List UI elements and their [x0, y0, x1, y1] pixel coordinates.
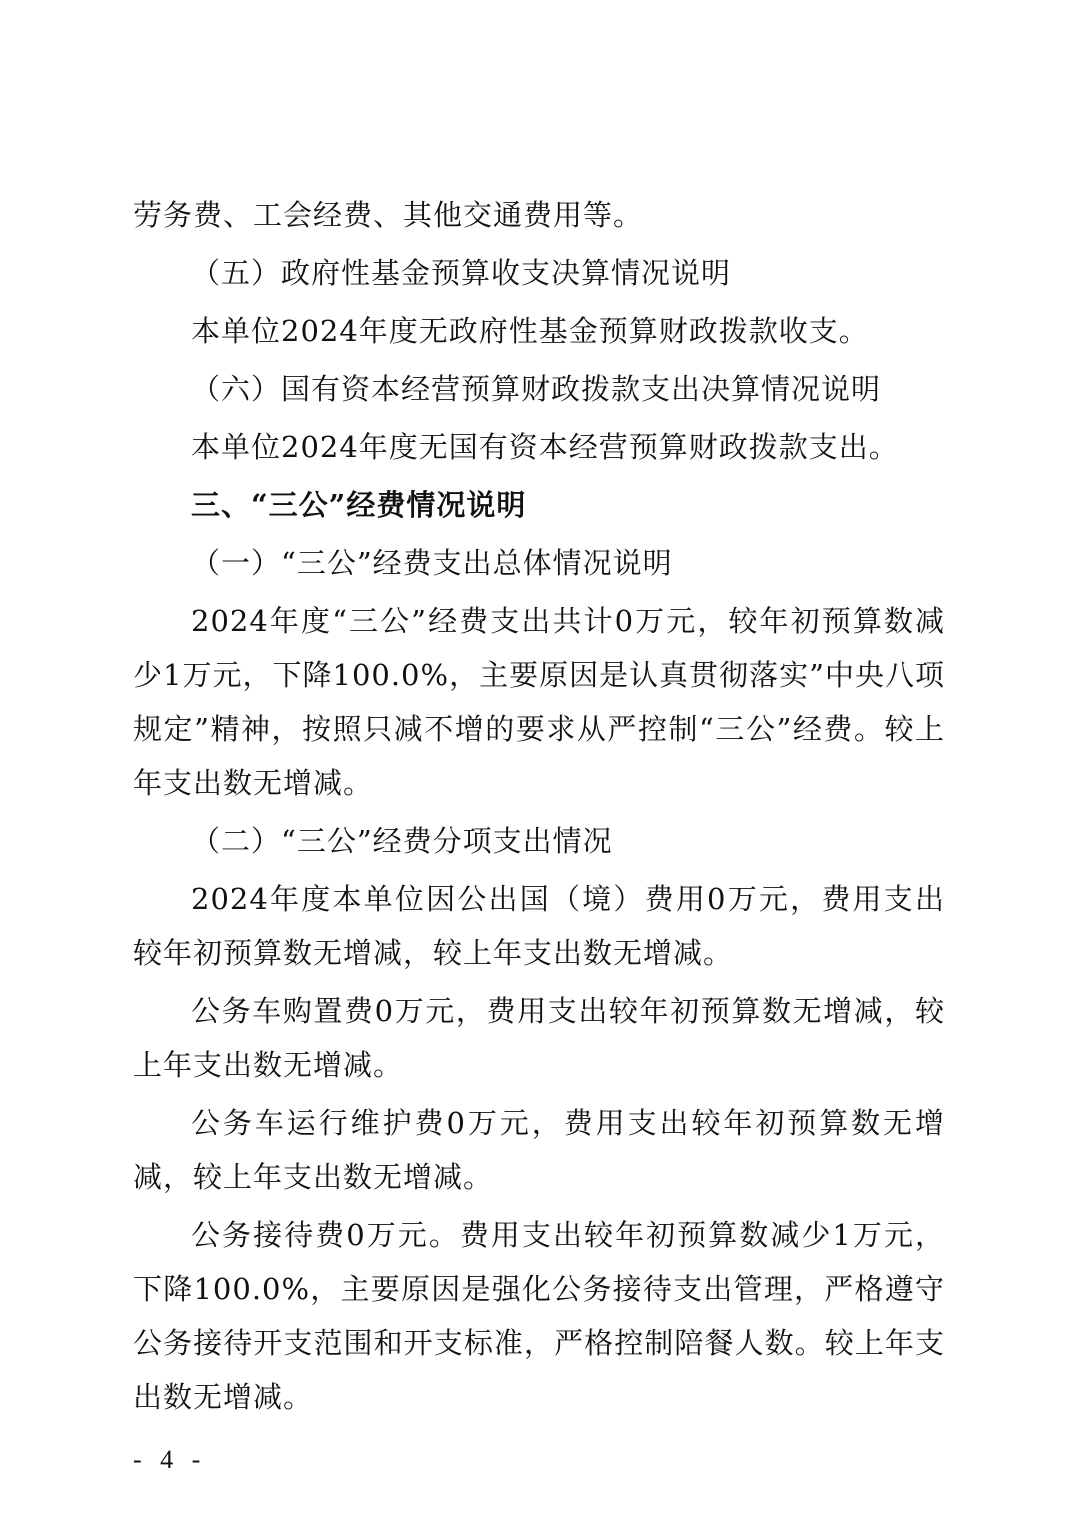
subsection-heading-1: （一）“三公”经费支出总体情况说明 [191, 546, 673, 580]
section-heading-6: （六）国有资本经营预算财政拨款支出决算情况说明 [191, 372, 882, 406]
chapter-heading-3: 三、“三公”经费情况说明 [191, 488, 527, 522]
paragraph-continuation: 劳务费、工会经费、其他交通费用等。 [133, 198, 644, 232]
paragraph-vehicle-purchase: 公务车购置费0万元，费用支出较年初预算数无增减，较上年支出数无增减。 [133, 994, 945, 1082]
paragraph-three-public-total: 2024年度“三公”经费支出共计0万元，较年初预算数减少1万元，下降100.0%，主要原因是认真贯彻落实”中央八项规定”精神，按照只减不增的要求从严控制“三公”经费。较上年支出数无增减。 [133, 604, 945, 800]
paragraph-overseas-travel: 2024年度本单位因公出国（境）费用0万元，费用支出较年初预算数无增减，较上年支出数无增减。 [133, 882, 945, 970]
paragraph-state-capital: 本单位2024年度无国有资本经营预算财政拨款支出。 [191, 430, 899, 464]
subsection-heading-2: （二）“三公”经费分项支出情况 [191, 824, 613, 858]
paragraph-government-fund: 本单位2024年度无政府性基金预算财政拨款收支。 [191, 314, 869, 348]
paragraph-reception: 公务接待费0万元。费用支出较年初预算数减少1万元，下降100.0%，主要原因是强化公务接待支出管理，严格遵守公务接待开支范围和开支标准，严格控制陪餐人数。较上年支出数无增减。 [133, 1218, 945, 1414]
page-number: - 4 - [133, 1445, 207, 1474]
document-body [133, 188, 945, 1428]
paragraph-vehicle-operation: 公务车运行维护费0万元，费用支出较年初预算数无增减，较上年支出数无增减。 [133, 1106, 945, 1194]
section-heading-5: （五）政府性基金预算收支决算情况说明 [191, 256, 732, 290]
